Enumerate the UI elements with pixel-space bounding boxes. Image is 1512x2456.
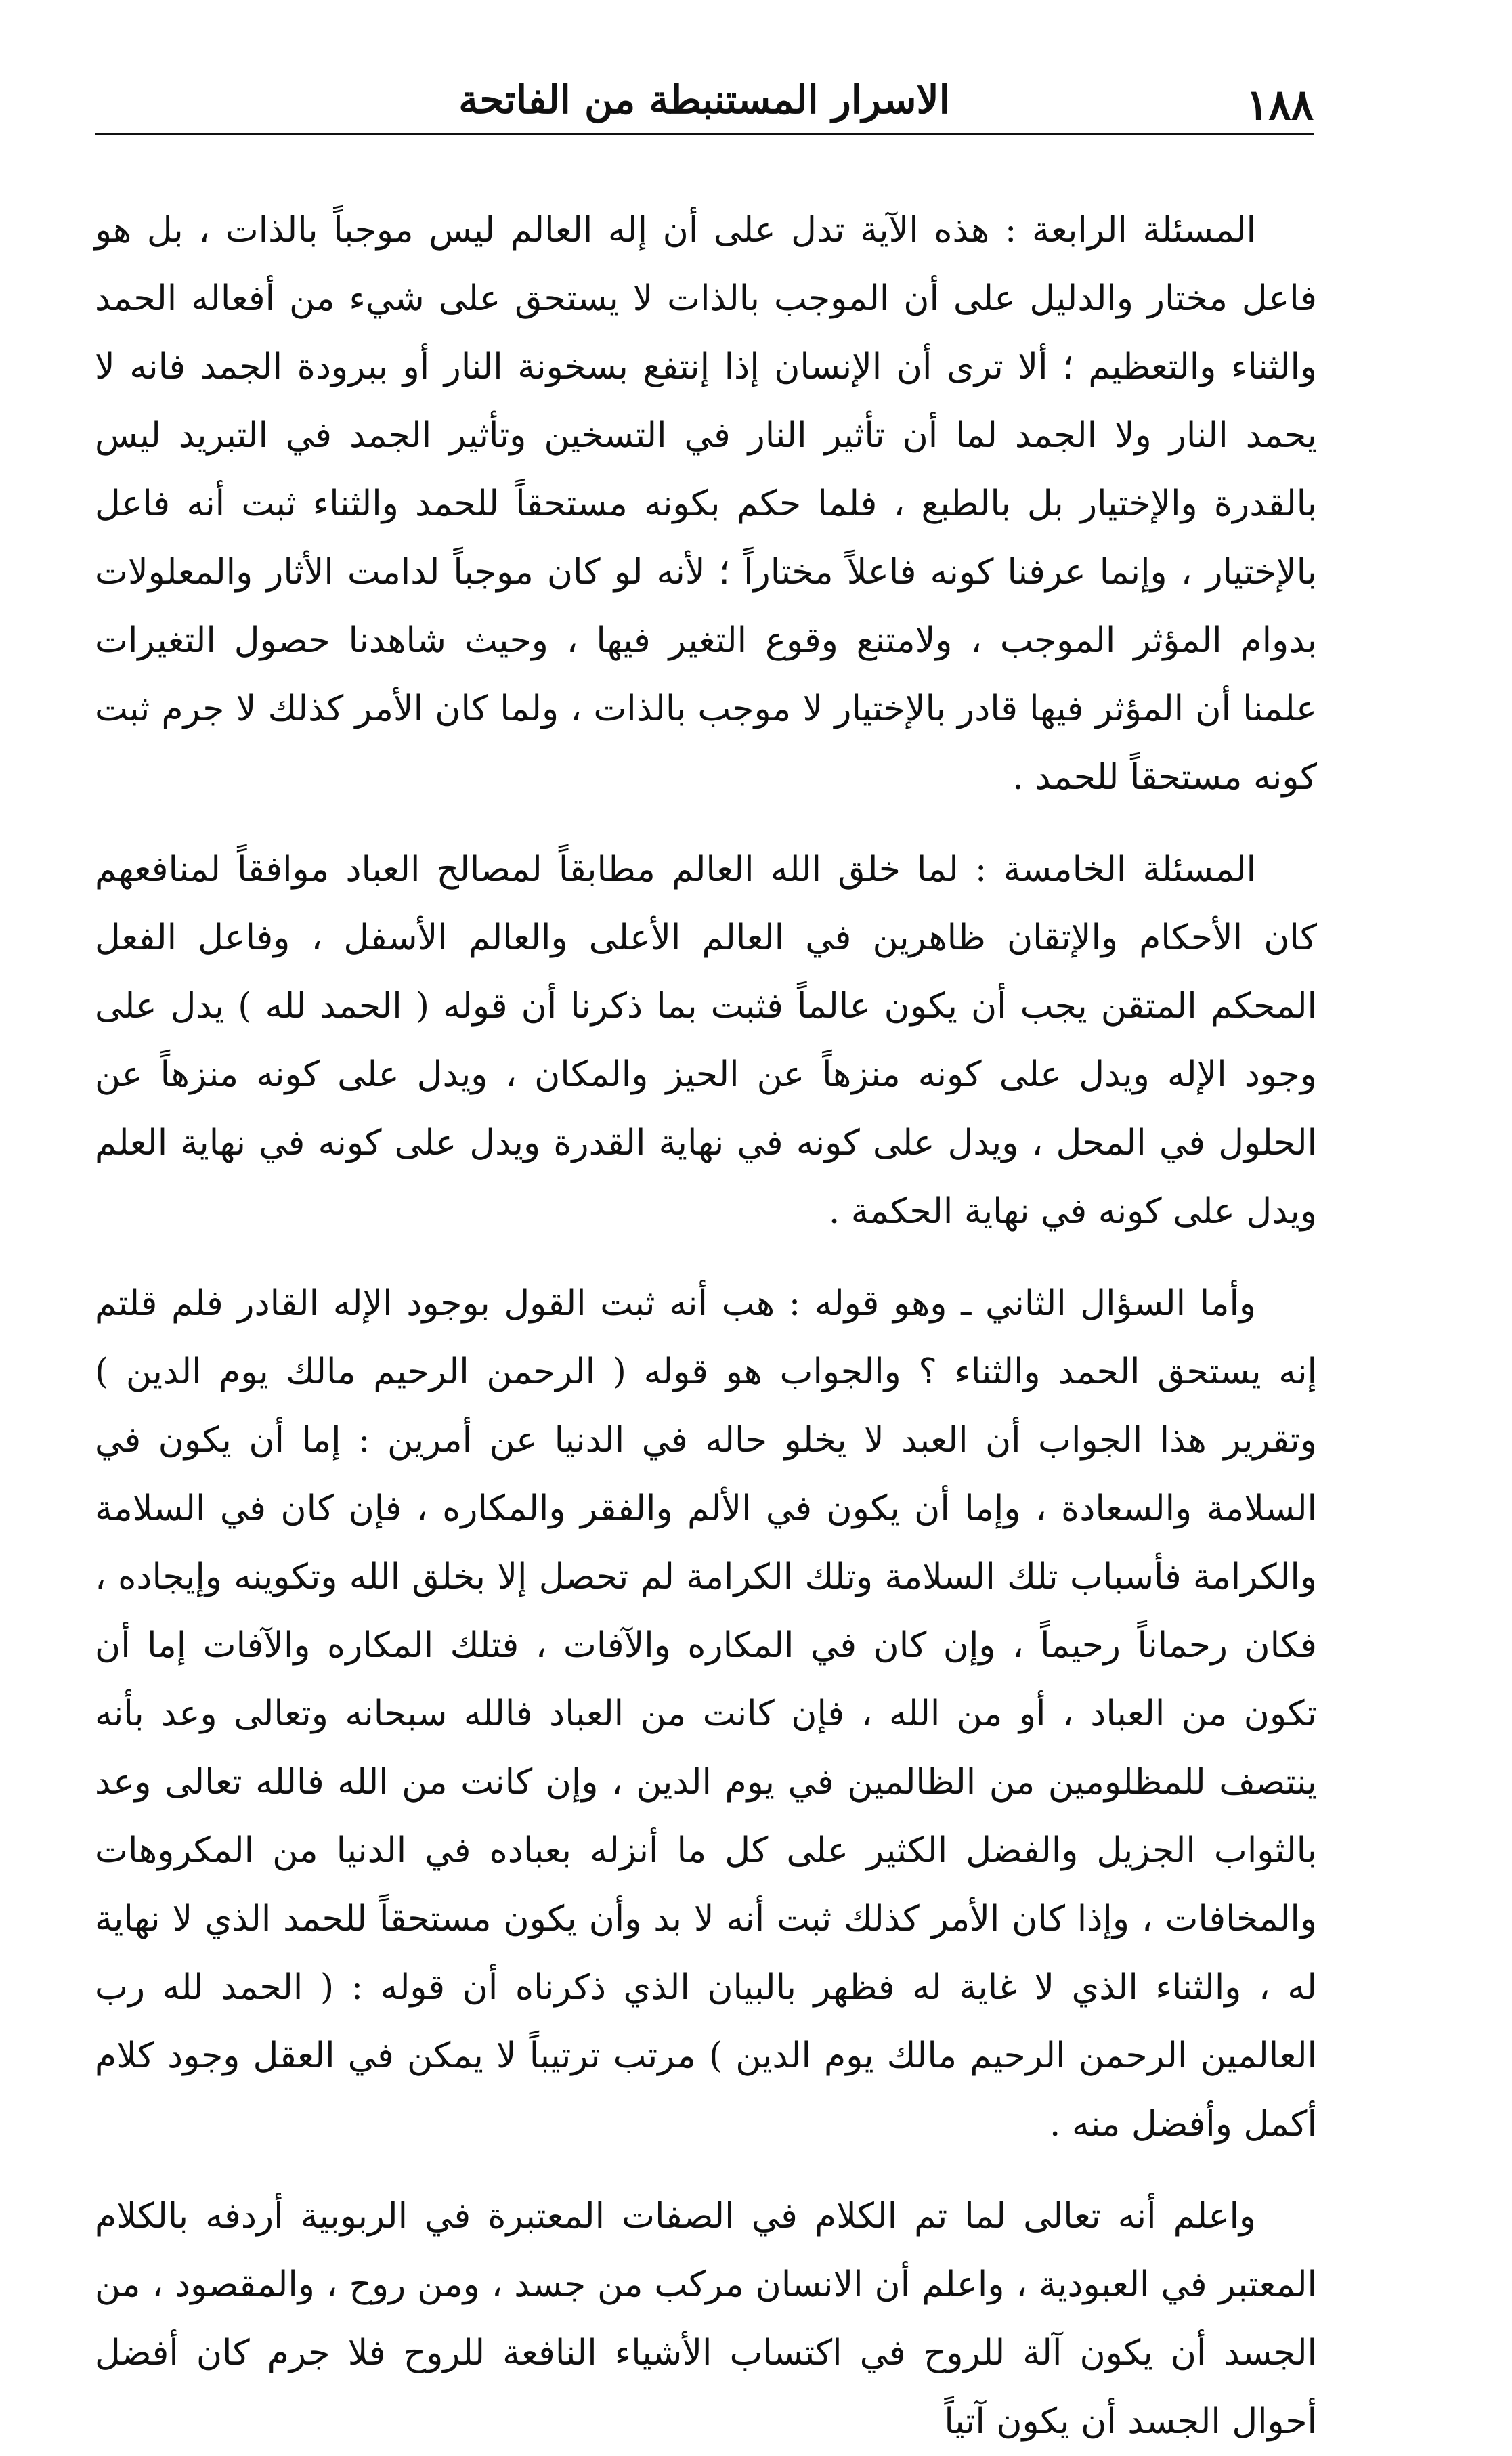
body-text <box>95 196 1317 2456</box>
paragraph-second-objection: وأما السؤال الثاني ـ وهو قوله : هب أنه ثبت القول بوجود الإله القادر فلم قلتم إنه يستحق الحمد والثناء ؟ والجواب هو قوله ( الرحمن الرحيم مالك يوم الدين ) وتقرير هذا الجواب أن العبد لا يخلو حاله في الدنيا عن أمرين : إما أن يكون في السلامة والسعادة ، وإما أن يكون في الألم والفقر والمكاره ، فإن كان في السلامة والكرامة فأسباب تلك السلامة وتلك الكرامة لم تحصل إلا بخلق الله وتكوينه وإيجاده ، فكان رحماناً رحيماً ، وإن كان في المكاره والآفات ، فتلك المكاره والآفات إما أن تكون من العباد ، أو من الله ، فإن كانت من العباد فالله سبحانه وتعالى وعد بأنه ينتصف للمظلومين من الظالمين في يوم الدين ، وإن كانت من الله فالله تعالى وعد بالثواب الجزيل والفضل الكثير على كل ما أنزله بعباده في الدنيا من المكروهات والمخافات ، وإذا كان الأمر كذلك ثبت أنه لا بد وأن يكون مستحقاً للحمد الذي لا نهاية له ، والثناء الذي لا غاية له فظهر بالبيان الذي ذكرناه أن قوله : ( الحمد لله رب العالمين الرحمن الرحيم مالك يوم الدين ) مرتب ترتيباً لا يمكن في العقل وجود كلام أكمل وأفضل منه . <box>95 1283 1317 2145</box>
paragraph-servitude: واعلم أنه تعالى لما تم الكلام في الصفات المعتبرة في الربوبية أردفه بالكلام المعتبر في العبودية ، واعلم أن الانسان مركب من جسد ، ومن روح ، والمقصود ، من الجسد أن يكون آلة للروح في اكتساب الأشياء النافعة للروح فلا جرم كان أفضل أحوال الجسد أن يكون آتياً <box>95 2196 1317 2442</box>
header-rule <box>95 133 1314 135</box>
paragraph-fifth-question: المسئلة الخامسة : لما خلق الله العالم مطابقاً لمصالح العباد موافقاً لمنافعهم كان الأحكام والإتقان ظاهرين في العالم الأعلى والعالم الأسفل ، وفاعل الفعل المحكم المتقن يجب أن يكون عالماً فثبت بما ذكرنا أن قوله ( الحمد لله ) يدل على وجود الإله ويدل على كونه منزهاً عن الحيز والمكان ، ويدل على كونه منزهاً عن الحلول في المحل ، ويدل على كونه في نهاية القدرة ويدل على كونه في نهاية العلم ويدل على كونه في نهاية الحكمة . <box>95 849 1317 1232</box>
page-number: ١٨٨ <box>1246 80 1314 129</box>
running-title: الاسرار المستنبطة من الفاتحة <box>458 77 950 123</box>
paragraph-fourth-question: المسئلة الرابعة : هذه الآية تدل على أن إله العالم ليس موجباً بالذات ، بل هو فاعل مختار والدليل على أن الموجب بالذات لا يستحق على شيء من أفعاله الحمد والثناء والتعظيم ؛ ألا ترى أن الإنسان إذا إنتفع بسخونة النار أو ببرودة الجمد فانه لا يحمد النار ولا الجمد لما أن تأثير النار في التسخين وتأثير الجمد في التبريد ليس بالقدرة والإختيار بل بالطبع ، فلما حكم بكونه مستحقاً للحمد والثناء ثبت أنه فاعل بالإختيار ، وإنما عرفنا كونه فاعلاً مختاراً ؛ لأنه لو كان موجباً لدامت الأثار والمعلولات بدوام المؤثر الموجب ، ولامتنع وقوع التغير فيها ، وحيث شاهدنا حصول التغيرات علمنا أن المؤثر فيها قادر بالإختيار لا موجب بالذات ، ولما كان الأمر كذلك لا جرم ثبت كونه مستحقاً للحمد . <box>95 210 1317 798</box>
page-header <box>95 74 1314 135</box>
